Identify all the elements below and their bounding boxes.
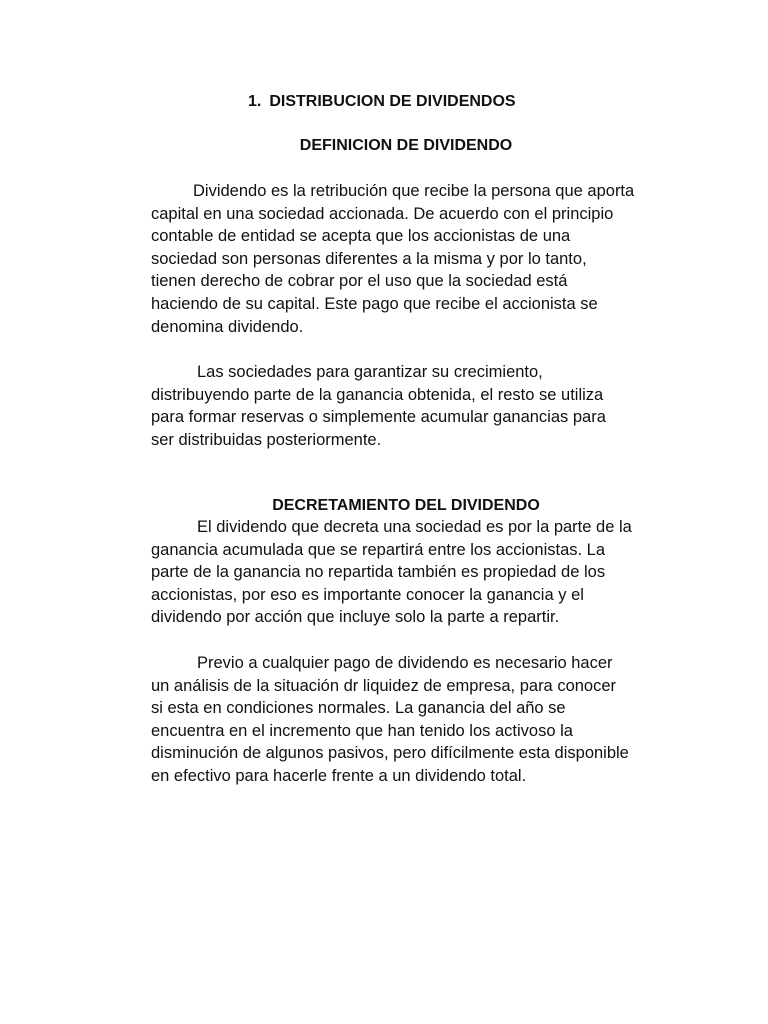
text-line: en efectivo para hacerle frente a un dividendo total. — [151, 766, 527, 785]
text-line: sociedad son personas diferentes a la misma y por lo tanto, — [151, 249, 587, 268]
text-line: haciendo de su capital. Este pago que recibe el accionista se — [151, 294, 598, 313]
text-line: un análisis de la situación dr liquidez de empresa, para conocer — [151, 676, 617, 695]
title-text: DISTRIBUCION DE DIVIDENDOS — [269, 93, 516, 110]
section-heading-decretamiento: DECRETAMIENTO DEL DIVIDENDO — [272, 497, 540, 514]
text-line: accionistas, por eso es importante conocer la ganancia y el — [151, 585, 584, 604]
text-line: Las sociedades para garantizar su crecimiento, — [197, 363, 543, 381]
text-line: ganancia acumulada que se repartirá entre los accionistas. La — [151, 540, 606, 559]
text-line: El dividendo que decreta una sociedad es por la parte de la — [197, 518, 632, 536]
text-line: ser distribuidas posteriormente. — [151, 430, 382, 449]
text-line: distribuyendo parte de la ganancia obtenida, el resto se utiliza — [151, 385, 604, 404]
text-line: Dividendo es la retribución que recibe la persona que aporta — [193, 182, 635, 200]
paragraph-definicion — [151, 180, 634, 338]
text-line: contable de entidad se acepta que los accionistas de una — [151, 227, 571, 246]
section-heading-definicion: DEFINICION DE DIVIDENDO — [299, 137, 513, 154]
paragraph-sociedades — [151, 361, 606, 451]
text-line: denomina dividendo. — [151, 317, 304, 336]
text-line: si esta en condiciones normales. La ganancia del año se — [151, 699, 566, 718]
text-line: Previo a cualquier pago de dividendo es necesario hacer — [197, 654, 613, 672]
paragraph-previo — [151, 652, 629, 788]
text-line: capital en una sociedad accionada. De acuerdo con el principio — [151, 204, 614, 223]
text-line: para formar reservas o simplemente acumular ganancias para — [151, 408, 606, 427]
paragraph-decretamiento — [151, 516, 632, 629]
text-line: tienen derecho de cobrar por el uso que la sociedad está — [151, 272, 568, 291]
text-line: parte de la ganancia no repartida también es propiedad de los — [151, 563, 606, 582]
text-line: encuentra en el incremento que han tenido los activoso la — [151, 721, 573, 740]
text-line: disminución de algunos pasivos, pero difícilmente esta disponible — [151, 744, 629, 763]
title-number: 1. — [248, 93, 262, 110]
document-title — [248, 91, 516, 113]
text-line: dividendo por acción que incluye solo la parte a repartir. — [151, 608, 560, 627]
